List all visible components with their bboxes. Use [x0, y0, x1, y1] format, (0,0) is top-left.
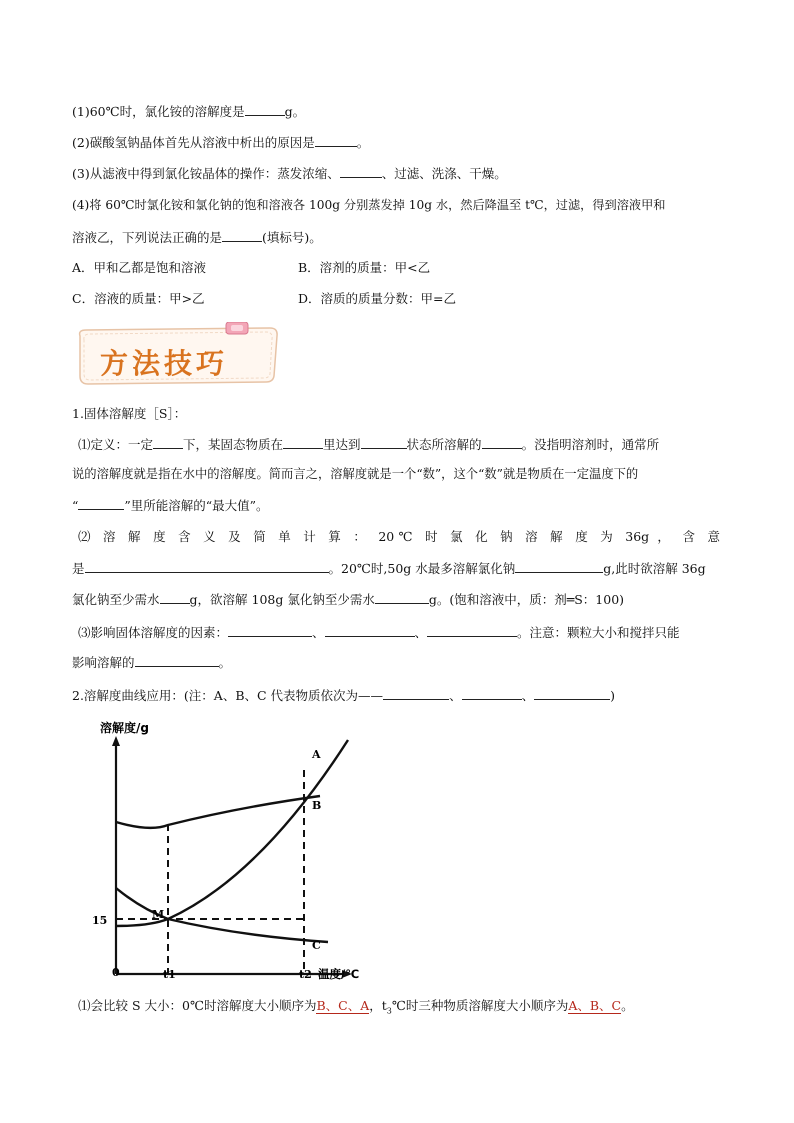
definition-line3: “ ”里所能溶解的“最大值”。: [72, 498, 269, 513]
answer-blank[interactable]: [482, 435, 522, 449]
answer-blank[interactable]: [325, 623, 415, 637]
definition-line1: ⑴定义：一定 下，某固态物质在 里达到 状态所溶解的 。没指明溶剂时，通常所: [78, 437, 660, 452]
answer-blank[interactable]: [534, 686, 610, 700]
curve-a: [116, 740, 348, 926]
factors-line2: 影响溶解的 。: [72, 655, 232, 670]
paperclip-icon: [226, 322, 248, 334]
x-tick-t2: t2: [299, 968, 312, 981]
series-label-a: A: [312, 748, 321, 761]
definition-line2: 说的溶解度就是指在水中的溶解度。简而言之，溶解度就是一个“数”，这个“数”就是物质在一定温度下的: [72, 467, 639, 481]
section2-heading: 2.溶解度曲线应用：(注：A、B、C 代表物质依次为—— 、 、 ): [72, 688, 615, 703]
answer-blank[interactable]: [340, 164, 382, 178]
question-4-line1: (4)将 60℃时氯化铵和氯化钠的饱和溶液各 100g 分别蒸发掉 10g 水，然后降温至 t℃，过滤，得到溶液甲和: [72, 198, 666, 212]
calc-line1: ⑵ 溶 解 度 含 义 及 简 单 计 算 ： 20℃ 时 氯 化 钠 溶 解 度 为 36g ， 含 意: [78, 529, 720, 544]
y-tick-15: 15: [92, 914, 108, 927]
answer-blank[interactable]: [160, 590, 190, 604]
answer-blank[interactable]: [153, 435, 183, 449]
factors-line1: ⑶影响固体溶解度的因素： 、 、 。注意：颗粒大小和搅拌只能: [78, 625, 680, 640]
x-axis-label: 温度/℃: [318, 967, 360, 981]
question-1: (1)60℃时，氯化铵的溶解度是 g。: [72, 104, 306, 119]
solubility-curve-chart: [80, 712, 370, 984]
answer-blank[interactable]: [245, 102, 285, 116]
y-axis-arrow-icon: [112, 736, 120, 746]
curve-c: [116, 888, 328, 942]
answer-blank[interactable]: [222, 228, 262, 242]
answer-blank[interactable]: [78, 496, 124, 510]
intersection-label-m: M: [152, 908, 165, 921]
answer-blank[interactable]: [427, 623, 517, 637]
answer-blank[interactable]: [315, 133, 357, 147]
answer-blank[interactable]: [361, 435, 407, 449]
origin-label: 0: [112, 966, 120, 979]
x-tick-t1: t1: [163, 968, 176, 981]
question-4-line2: 溶液乙，下列说法正确的是 (填标号)。: [72, 230, 322, 245]
question-2: (2)碳酸氢钠晶体首先从溶液中析出的原因是 。: [72, 135, 370, 150]
option-a[interactable]: A．甲和乙都是饱和溶液: [72, 260, 207, 275]
answer-blank[interactable]: [515, 559, 603, 573]
series-label-b: B: [312, 799, 322, 812]
method-tips-title: 方法技巧: [100, 347, 229, 380]
answer-blank[interactable]: [283, 435, 323, 449]
calc-line3: 氯化钠至少需水 g，欲溶解 108g 氯化钠至少需水 g。(饱和溶液中，质：剂═S：100): [72, 592, 625, 607]
series-label-c: C: [312, 939, 321, 952]
answer-blank[interactable]: [383, 686, 449, 700]
answer-blank[interactable]: [228, 623, 312, 637]
answer-blank[interactable]: [462, 686, 522, 700]
section1-heading: 1.固体溶解度［S］：: [72, 406, 187, 421]
option-d[interactable]: D．溶质的质量分数：甲=乙: [298, 291, 456, 306]
option-c[interactable]: C．溶液的质量：甲>乙: [72, 291, 205, 306]
y-axis-label: 溶解度/g: [100, 721, 149, 735]
curve-b: [116, 796, 320, 828]
answer-blank[interactable]: [135, 653, 219, 667]
answer-order-0c: B、C、A: [316, 998, 370, 1013]
option-b[interactable]: B．溶剂的质量：甲<乙: [298, 260, 431, 275]
answer-blank[interactable]: [375, 590, 429, 604]
compare-line: ⑴会比较 S 大小：0℃时溶解度大小顺序为B、C、A，$t_3℃$时三种物质溶解度大小顺序为A、B、C。: [78, 998, 634, 1016]
question-3: (3)从滤液中得到氯化铵晶体的操作：蒸发浓缩、 、过滤、洗涤、干燥。: [72, 166, 507, 181]
answer-order-t3: A、B、C: [568, 998, 622, 1013]
calc-line2: 是 。20℃时,50g 水最多溶解氯化钠 g,此时欲溶解 36g: [72, 561, 706, 576]
answer-blank[interactable]: [85, 559, 329, 573]
